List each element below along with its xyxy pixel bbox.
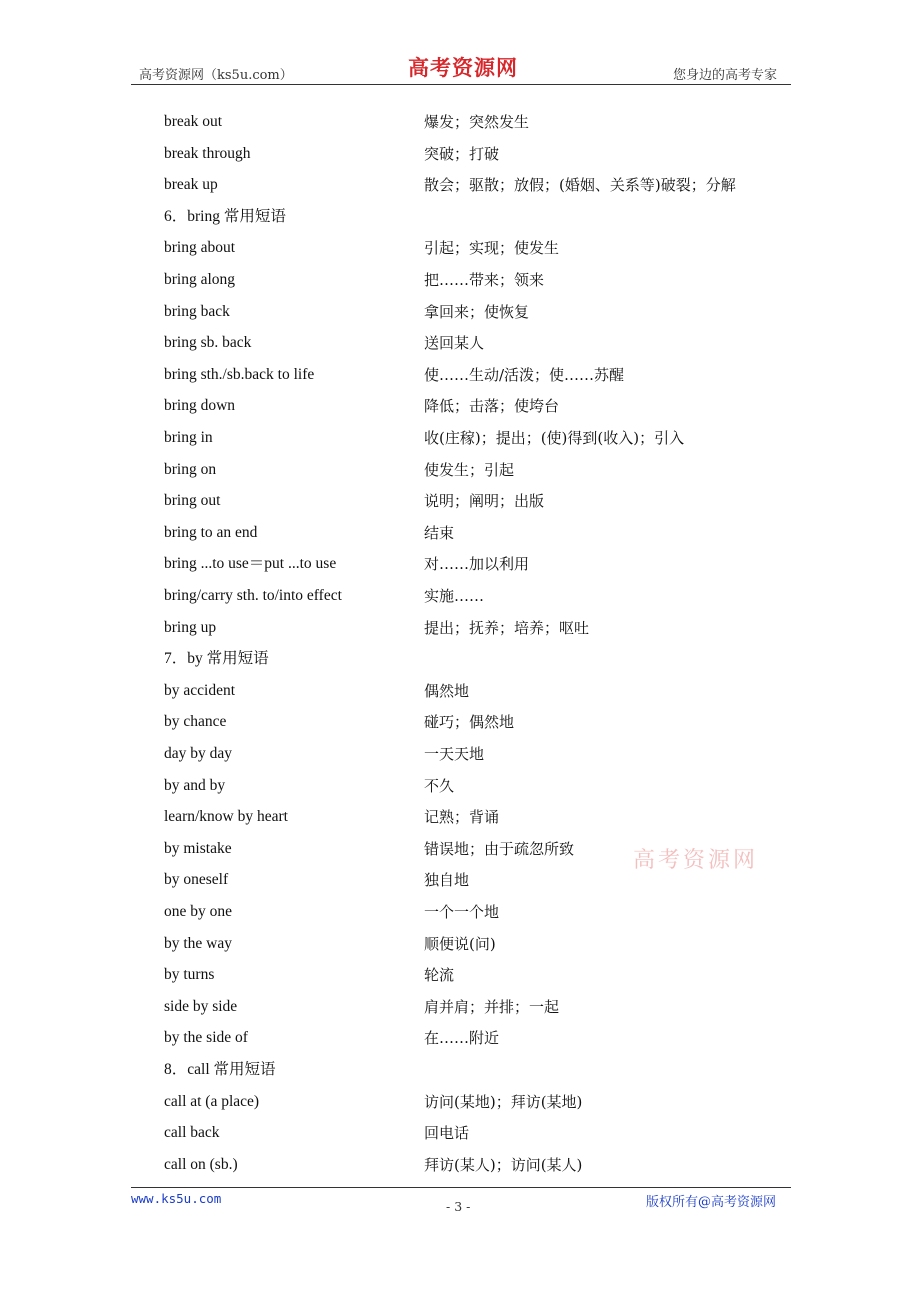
phrase-english: bring to an end: [164, 523, 258, 541]
phrase-english: bring sb. back: [164, 334, 252, 352]
phrase-english: by chance: [164, 713, 227, 731]
phrase-chinese: 拜访(某人)；访问(某人): [424, 1155, 583, 1174]
section-heading-text: 8．call 常用短语: [164, 1061, 276, 1078]
phrase-chinese: 实施……: [424, 587, 485, 605]
phrase-chinese: 一天天地: [424, 745, 485, 763]
header-slogan: 您身边的高考专家: [673, 68, 778, 83]
phrase-chinese: 突破；打破: [424, 144, 500, 163]
phrase-english: one by one: [164, 903, 233, 920]
phrase-chinese: 访问(某地)；拜访(某地): [424, 1092, 583, 1111]
phrase-chinese: 散会；驱散；放假；(婚姻、关系等)破裂；分解: [424, 176, 736, 195]
header-site-name: 高考资源网（ks5u.com）: [139, 68, 293, 83]
phrase-english: bring out: [164, 492, 221, 510]
phrase-english: bring/carry sth. to/into effect: [164, 587, 342, 604]
phrase-row: [0, 173, 920, 197]
phrase-chinese: 爆发；突然发生: [424, 113, 530, 131]
phrase-row: [0, 458, 920, 482]
phrase-english: by and by: [164, 776, 226, 794]
phrase-english: bring sth./sb.back to life: [164, 365, 315, 383]
phrase-english: by accident: [164, 681, 236, 699]
phrase-english: break out: [164, 113, 223, 130]
phrase-english: by the way: [164, 934, 233, 952]
phrase-chinese: 轮流: [424, 966, 455, 985]
phrase-row: [0, 774, 920, 798]
phrase-english: bring about: [164, 239, 236, 257]
phrase-english: call on (sb.): [164, 1155, 238, 1173]
section-heading-text: 6．bring 常用短语: [164, 207, 286, 225]
phrase-chinese: 肩并肩；并排；一起: [424, 997, 560, 1016]
phrase-row: [0, 142, 920, 166]
section-heading: [0, 647, 920, 671]
phrase-english: break through: [164, 144, 251, 162]
phrase-chinese: 引起；实现；使发生: [424, 239, 560, 258]
phrase-chinese: 一个一个地: [424, 903, 500, 921]
phrase-english: call at (a place): [164, 1092, 260, 1110]
phrase-english: break up: [164, 176, 218, 194]
phrase-english: bring down: [164, 397, 236, 415]
phrase-row: [0, 742, 920, 766]
phrase-english: by the side of: [164, 1029, 248, 1047]
phrase-row: [0, 616, 920, 640]
phrase-row: [0, 710, 920, 734]
phrase-row: [0, 268, 920, 292]
phrase-english: bring up: [164, 618, 217, 636]
phrase-row: [0, 837, 920, 861]
phrase-row: [0, 805, 920, 829]
phrase-chinese: 拿回来；使恢复: [424, 302, 530, 321]
phrase-english: bring back: [164, 302, 230, 320]
phrase-row: [0, 932, 920, 956]
header-divider: [131, 84, 791, 85]
phrase-english: by oneself: [164, 871, 229, 889]
section-heading-text: 7．by 常用短语: [164, 650, 269, 668]
phrase-row: [0, 236, 920, 260]
footer-link[interactable]: www.ks5u.com: [131, 1191, 222, 1206]
phrase-english: learn/know by heart: [164, 808, 288, 826]
header-logo: 高考资源网: [408, 55, 518, 80]
phrase-chinese: 错误地；由于疏忽所致: [424, 839, 575, 858]
phrase-chinese: 回电话: [424, 1124, 470, 1143]
phrase-chinese: 提出；抚养；培养；呕吐: [424, 618, 590, 637]
phrase-english: call back: [164, 1124, 220, 1142]
phrase-row: [0, 331, 920, 355]
phrase-row: [0, 394, 920, 418]
footer-copyright: 版权所有@高考资源网: [646, 1195, 777, 1210]
section-heading: [0, 1058, 920, 1082]
phrase-row: [0, 300, 920, 324]
phrase-chinese: 降低；击落；使垮台: [424, 397, 560, 416]
phrase-chinese: 在……附近: [424, 1029, 500, 1048]
phrase-chinese: 送回某人: [424, 334, 485, 353]
phrase-chinese: 对……加以利用: [424, 555, 530, 574]
phrase-row: [0, 584, 920, 608]
phrase-chinese: 记熟；背诵: [424, 808, 500, 827]
phrase-chinese: 使发生；引起: [424, 460, 515, 479]
phrase-row: [0, 900, 920, 924]
phrase-chinese: 把……带来；领来: [424, 271, 545, 289]
phrase-chinese: 说明；阐明；出版: [424, 492, 545, 511]
watermark: 高考资源网: [633, 848, 759, 873]
phrase-english: by mistake: [164, 839, 232, 857]
phrase-chinese: 收(庄稼)；提出；(使)得到(收入)；引入: [424, 429, 685, 447]
phrase-chinese: 顺便说(问): [424, 934, 496, 953]
phrase-english: bring ...to use＝put ...to use: [164, 555, 337, 573]
phrase-english: bring in: [164, 429, 213, 446]
phrase-row: [0, 963, 920, 987]
phrase-row: [0, 868, 920, 892]
phrase-row: [0, 426, 920, 450]
phrase-row: [0, 552, 920, 576]
phrase-row: [0, 110, 920, 134]
phrase-row: [0, 995, 920, 1019]
phrase-english: by turns: [164, 966, 215, 984]
phrase-row: [0, 1026, 920, 1050]
phrase-row: [0, 1153, 920, 1177]
phrase-english: side by side: [164, 997, 238, 1015]
phrase-chinese: 碰巧；偶然地: [424, 713, 515, 732]
phrase-chinese: 使……生动/活泼；使……苏醒: [424, 365, 625, 384]
phrase-english: bring along: [164, 271, 236, 288]
phrase-chinese: 独自地: [424, 871, 470, 890]
section-heading: [0, 205, 920, 229]
page-number: - 3 -: [446, 1199, 471, 1214]
phrase-chinese: 不久: [424, 776, 455, 795]
footer-divider: [131, 1187, 791, 1188]
phrase-row: [0, 1090, 920, 1114]
phrase-english: day by day: [164, 745, 233, 762]
phrase-row: [0, 489, 920, 513]
phrase-chinese: 偶然地: [424, 681, 470, 700]
phrase-row: [0, 521, 920, 545]
phrase-row: [0, 679, 920, 703]
phrase-english: bring on: [164, 460, 217, 478]
phrase-row: [0, 363, 920, 387]
phrase-row: [0, 1121, 920, 1145]
phrase-chinese: 结束: [424, 523, 455, 542]
